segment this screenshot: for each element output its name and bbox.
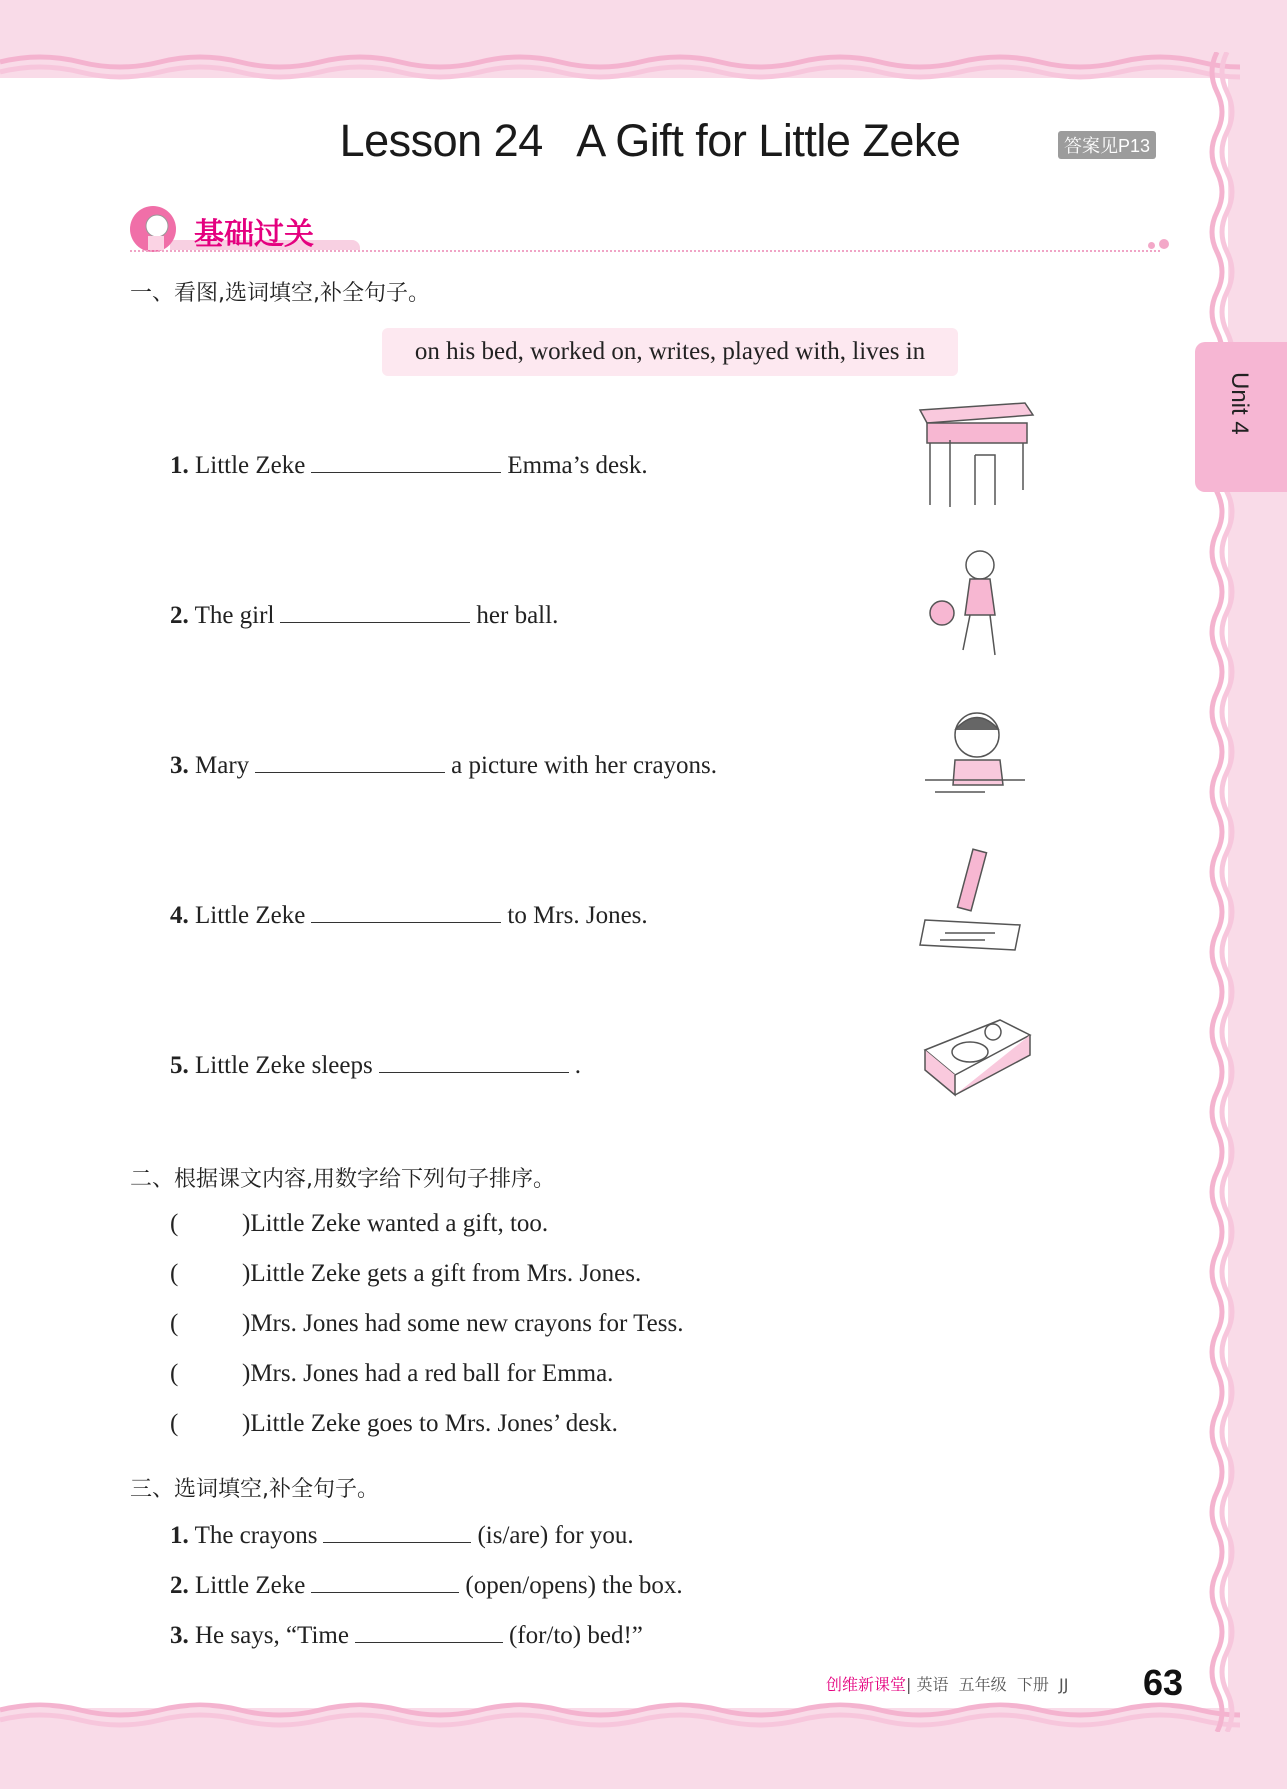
unit-tab — [1195, 342, 1287, 492]
part3-item: 1. The crayons (is/are) for you. — [170, 1522, 634, 1549]
ordering-row: ( )Little Zeke gets a gift from Mrs. Jones. — [170, 1260, 642, 1287]
part2-heading: 二、根据课文内容,用数字给下列句子排序。 — [130, 1167, 555, 1192]
order-answer-box[interactable]: ( — [170, 1360, 179, 1387]
answer-blank[interactable] — [311, 900, 501, 923]
part3-item: 3. He says, “Time (for/to) bed!” — [170, 1622, 643, 1649]
order-answer-box[interactable]: ( — [170, 1410, 179, 1437]
answer-blank[interactable] — [255, 750, 445, 773]
part3-item: 2. Little Zeke (open/opens) the box. — [170, 1572, 683, 1599]
page-paper — [0, 78, 1228, 1708]
ordering-row: ( )Little Zeke wanted a gift, too. — [170, 1210, 549, 1237]
footer-brand: 创维新课堂 — [826, 1675, 907, 1694]
bed-picture — [915, 1000, 1035, 1120]
unit-tab-label: Unit 4 — [1226, 372, 1253, 435]
answer-blank[interactable] — [323, 1520, 471, 1543]
part1-heading: 一、看图,选词填空,补全句子。 — [130, 281, 430, 306]
word-bank: on his bed, worked on, writes, played with, lives in — [382, 328, 958, 376]
answer-blank[interactable] — [379, 1050, 569, 1073]
order-answer-box[interactable]: ( — [170, 1210, 179, 1237]
section-title: 基础过关 — [194, 217, 314, 252]
ordering-row: ( )Mrs. Jones had a red ball for Emma. — [170, 1360, 614, 1387]
girl-ball-picture — [915, 545, 1035, 665]
part1-item: 5. Little Zeke sleeps . — [170, 1052, 581, 1079]
order-answer-box[interactable]: ( — [170, 1260, 179, 1287]
part3-heading: 三、选词填空,补全句子。 — [130, 1477, 379, 1502]
page-number: 63 — [1143, 1662, 1184, 1703]
girl-drawing-picture — [915, 700, 1035, 820]
answer-reference-badge: 答案见P13 — [1058, 131, 1156, 159]
wavy-border-top — [0, 52, 1240, 86]
footer-info — [826, 1672, 1068, 1695]
page-title: Lesson 24 A Gift for Little Zeke — [339, 115, 961, 166]
part1-item: 1. Little Zeke Emma’s desk. — [170, 452, 648, 479]
section-divider — [130, 250, 1160, 252]
answer-blank[interactable] — [355, 1620, 503, 1643]
answer-blank[interactable] — [311, 1570, 459, 1593]
wavy-border-right — [1205, 52, 1239, 1732]
desk-picture — [915, 395, 1035, 515]
decorative-dots — [1148, 236, 1169, 254]
part1-item: 4. Little Zeke to Mrs. Jones. — [170, 902, 648, 929]
ordering-row: ( )Little Zeke goes to Mrs. Jones’ desk. — [170, 1410, 618, 1437]
crayon-writing-picture — [915, 845, 1035, 965]
footer-book-info: | 英语 五年级 下册 JJ — [906, 1675, 1069, 1694]
teacher-avatar-icon — [128, 204, 178, 254]
answer-blank[interactable] — [280, 600, 470, 623]
wavy-border-bottom — [0, 1700, 1240, 1734]
ordering-row: ( )Mrs. Jones had some new crayons for Tess. — [170, 1310, 684, 1337]
answer-blank[interactable] — [311, 450, 501, 473]
part1-item: 2. The girl her ball. — [170, 602, 559, 629]
order-answer-box[interactable]: ( — [170, 1310, 179, 1337]
part1-item: 3. Mary a picture with her crayons. — [170, 752, 718, 779]
